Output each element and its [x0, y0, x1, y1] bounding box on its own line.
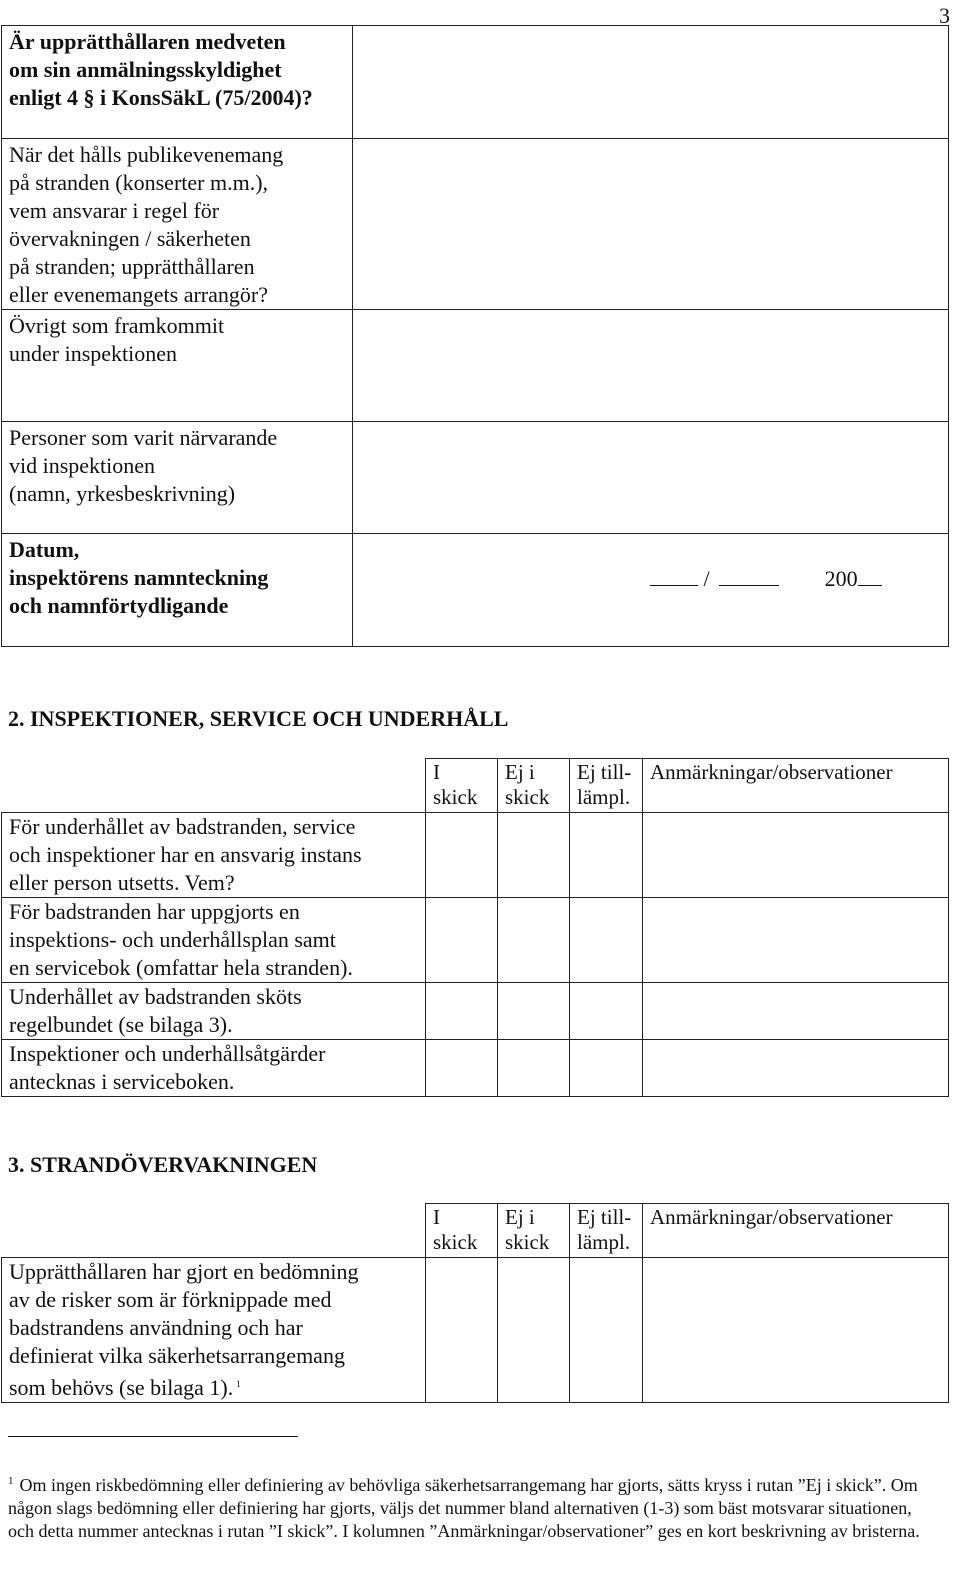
checkbox-in-order[interactable]: [426, 1258, 498, 1403]
month-blank[interactable]: [719, 565, 779, 586]
year-prefix: 200: [824, 566, 858, 591]
row-regular-maintenance-question: Underhållet av badstranden sköts regelbundet (se bilaga 3).: [2, 983, 426, 1040]
header-spacer: [2, 759, 426, 813]
footnote-marker: 1: [8, 1475, 14, 1487]
checkbox-not-applicable[interactable]: [570, 898, 643, 983]
row-service-book-question: Inspektioner och underhållsåtgärder antecknas i serviceboken.: [2, 1040, 426, 1097]
event-responsibility-question: När det hålls publikevenemang på stranden (konserter m.m.), vem ansvarar i regel för övervakningen / säkerheten på stranden; upprätthållaren eller evenemangets arrangör?: [2, 139, 353, 310]
row-risk-assessment-question: [2, 1258, 426, 1403]
table-row: [2, 983, 949, 1040]
awareness-answer-field[interactable]: [353, 26, 949, 139]
table-row: [2, 1040, 949, 1097]
row-responsible-question: För underhållet av badstranden, service och inspektioner har en ansvarig instans eller person utsetts. Vem?: [2, 813, 426, 898]
checkbox-not-in-order[interactable]: [498, 1258, 570, 1403]
checkbox-not-in-order[interactable]: [498, 813, 570, 898]
table-row: [2, 422, 949, 534]
persons-present-field[interactable]: [353, 422, 949, 534]
date-line: [650, 565, 882, 593]
remarks-field[interactable]: [643, 813, 949, 898]
table-row: [2, 898, 949, 983]
col-header-remarks: Anmärkningar/observationer: [643, 759, 949, 813]
remarks-field[interactable]: [643, 1258, 949, 1403]
awareness-question: Är upprätthållaren medveten om sin anmälningsskyldighet enligt 4 § i KonsSäkL (75/2004)?: [2, 26, 353, 139]
table-row: [2, 534, 949, 647]
persons-present-label: Personer som varit närvarande vid inspektionen (namn, yrkesbeskrivning): [2, 422, 353, 534]
checkbox-in-order[interactable]: [426, 1040, 498, 1097]
row-plan-question: För badstranden har uppgjorts en inspektions- och underhållsplan samt en servicebok (omfattar hela stranden).: [2, 898, 426, 983]
checkbox-not-applicable[interactable]: [570, 1040, 643, 1097]
checkbox-not-applicable[interactable]: [570, 983, 643, 1040]
checkbox-in-order[interactable]: [426, 813, 498, 898]
table-row: [2, 1258, 949, 1403]
checkbox-not-in-order[interactable]: [498, 898, 570, 983]
maintenance-table: [1, 758, 949, 1097]
col-header-in-order: I skick: [426, 1204, 498, 1258]
footnote: [8, 1470, 938, 1543]
table-row: [2, 139, 949, 310]
checkbox-not-applicable[interactable]: [570, 1258, 643, 1403]
checkbox-in-order[interactable]: [426, 983, 498, 1040]
remarks-field[interactable]: [643, 1040, 949, 1097]
date-separator: /: [703, 566, 710, 591]
table-row: [2, 310, 949, 422]
table-row: [2, 26, 949, 139]
checkbox-not-applicable[interactable]: [570, 813, 643, 898]
col-header-remarks: Anmärkningar/observationer: [643, 1204, 949, 1258]
col-header-not-in-order: Ej i skick: [498, 1204, 570, 1258]
footnote-text: Om ingen riskbedömning eller definiering av behövliga säkerhetsarrangemang har gjorts, sätts kryss i rutan ”Ej i skick”. Om någon slags bedömning eller definiering har gjorts, väljs det nummer bland alternativen (1-3) som bäst motsvarar situationen, och detta nummer antecknas i rutan ”I skick”. I kolumnen ”Anmärkningar/observationer” ges en kort beskrivning av bristerna.: [8, 1475, 920, 1541]
section-2-heading: 2. INSPEKTIONER, SERVICE OCH UNDERHÅLL: [8, 706, 509, 731]
remarks-field[interactable]: [643, 898, 949, 983]
event-responsibility-answer-field[interactable]: [353, 139, 949, 310]
section-3-heading: 3. STRANDÖVERVAKNINGEN: [8, 1152, 318, 1177]
year-blank[interactable]: [858, 565, 882, 586]
footnote-reference: 1: [236, 1379, 241, 1389]
other-findings-field[interactable]: [353, 310, 949, 422]
col-header-not-applicable: Ej till- lämpl.: [570, 759, 643, 813]
other-findings-label: Övrigt som framkommit under inspektionen: [2, 310, 353, 422]
supervision-table: [1, 1203, 949, 1403]
page-number: 3: [939, 3, 950, 28]
checkbox-not-in-order[interactable]: [498, 1040, 570, 1097]
date-signature-field[interactable]: [353, 534, 949, 647]
table-row: [2, 813, 949, 898]
col-header-not-applicable: Ej till- lämpl.: [570, 1204, 643, 1258]
inspection-info-table: [1, 25, 949, 647]
col-header-not-in-order: Ej i skick: [498, 759, 570, 813]
remarks-field[interactable]: [643, 983, 949, 1040]
footnote-divider: [8, 1436, 298, 1437]
table-header-row: [2, 1204, 949, 1258]
col-header-in-order: I skick: [426, 759, 498, 813]
checkbox-not-in-order[interactable]: [498, 983, 570, 1040]
day-blank[interactable]: [650, 565, 698, 586]
risk-assessment-text: Upprätthållaren har gjort en bedömning av de risker som är förknippade med badstrandens användning och har definierat vilka säkerhetsarrangemang som behövs (se bilaga 1).: [9, 1259, 359, 1400]
checkbox-in-order[interactable]: [426, 898, 498, 983]
date-signature-label: Datum, inspektörens namnteckning och namnförtydligande: [2, 534, 353, 647]
header-spacer: [2, 1204, 426, 1258]
table-header-row: [2, 759, 949, 813]
